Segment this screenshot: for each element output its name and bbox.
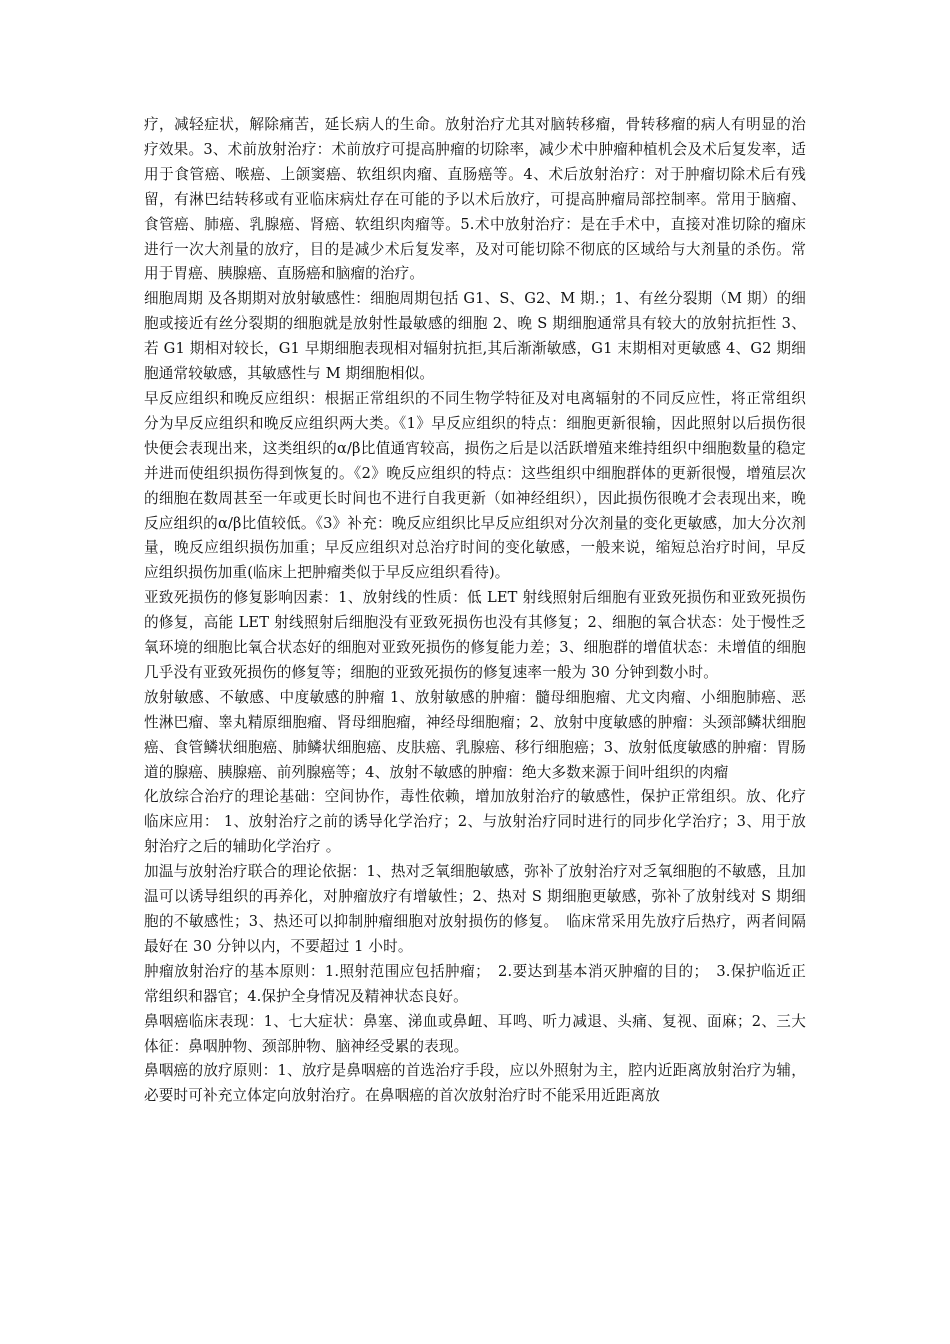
paragraph-nasopharyngeal-symptoms: 鼻咽癌临床表现：1、七大症状：鼻塞、涕血或鼻衄、耳鸣、听力减退、头痛、复视、面麻；2、三大体征：鼻咽肿物、颈部肿物、脑神经受累的表现。 <box>144 1012 806 1055</box>
paragraph-radiosensitivity-tumors: 放射敏感、不敏感、中度敏感的肿瘤 1、放射敏感的肿瘤：髓母细胞瘤、尤文肉瘤、小细胞肺癌、恶性淋巴瘤、睾丸精原细胞瘤、肾母细胞瘤，神经母细胞瘤；2、放射中度敏感的肿瘤：头颈部鳞状细胞癌、食管鳞状细胞癌、肺鳞状细胞癌、皮肤癌、乳腺癌、移行细胞癌；3、放射低度敏感的肿瘤：胃肠道的腺癌、胰腺癌、前列腺癌等；4、放射不敏感的肿瘤：绝大多数来源于间叶组织的肉瘤 <box>144 688 806 781</box>
paragraph-hyperthermia: 加温与放射治疗联合的理论依据：1、热对乏氧细胞敏感，弥补了放射治疗对乏氧细胞的不敏感，且加温可以诱导组织的再养化，对肿瘤放疗有增敏性；2、热对 S 期细胞更敏感，弥补了放射线对 S 期细胞的不敏感性；3、热还可以抑制肿瘤细胞对放射损伤的修复。 临床常采用先放疗后热疗，两者间隔最好在 30 分钟以内，不要超过 1 小时。 <box>144 863 806 955</box>
paragraph-basic-principles: 肿瘤放射治疗的基本原则：1.照射范围应包括肿瘤； 2.要达到基本消灭肿瘤的目的； 3.保护临近正常组织和器官；4.保护全身情况及精神状态良好。 <box>144 962 806 1005</box>
paragraph-radiotherapy-types: 疗，减轻症状，解除痛苦，延长病人的生命。放射治疗尤其对脑转移瘤，骨转移瘤的病人有明显的治疗效果。3、术前放射治疗：术前放疗可提高肿瘤的切除率，减少术中肿瘤种植机会及术后复发率，适用于食管癌、喉癌、上颌窦癌、软组织肉瘤、直肠癌等。4、术后放射治疗：对于肿瘤切除术后有残留，有淋巴结转移或有亚临床病灶存在可能的予以术后放疗，可提高肿瘤局部控制率。常用于脑瘤、食管癌、肺癌、乳腺癌、肾癌、软组织肉瘤等。5.术中放射治疗：是在手术中，直接对准切除的瘤床进行一次大剂量的放疗，目的是减少术后复发率，及对可能切除不彻底的区域给与大剂量的杀伤。常用于胃癌、胰腺癌、直肠癌和脑瘤的治疗。 <box>144 116 806 283</box>
document-body <box>144 113 806 1109</box>
paragraph-nasopharyngeal-treatment: 鼻咽癌的放疗原则：1、放疗是鼻咽癌的首选治疗手段，应以外照射为主，腔内近距离放射治疗为辅，必要时可补充立体定向放射治疗。在鼻咽癌的首次放射治疗时不能采用近距离放 <box>144 1062 806 1105</box>
paragraph-sublethal-damage-repair: 亚致死损伤的修复影响因素：1、放射线的性质：低 LET 射线照射后细胞有亚致死损伤和亚致死损伤的修复，高能 LET 射线照射后细胞没有亚致死损伤也没有其修复；2、细胞的氧合状态：处于慢性乏氧环境的细胞比氧合状态好的细胞对亚致死损伤的修复能力差；3、细胞群的增值状态：未增值的细胞几乎没有亚致死损伤的修复等；细胞的亚致死损伤的修复速率一般为 30 分钟到数小时。 <box>144 589 806 681</box>
paragraph-early-late-response-tissue: 早反应组织和晚反应组织：根据正常组织的不同生物学特征及对电离辐射的不同反应性，将正常组织分为早反应组织和晚反应组织两大类。《1》早反应组织的特点：细胞更新很输，因此照射以后损伤很快便会表现出来，这类组织的α/β比值通宵较高，损伤之后是以活跃增殖来维持组织中细胞数量的稳定并进而使组织损伤得到恢复的。《2》晚反应组织的特点：这些组织中细胞群体的更新很慢，增殖层次的细胞在数周甚至一年或更长时间也不进行自我更新（如神经组织），因此损伤很晚才会表现出来，晚反应组织的α/β比值较低。《3》补充：晚反应组织比早反应组织对分次剂量的变化更敏感，加大分次剂量，晚反应组织损伤加重；早反应组织对总治疗时间的变化敏感，一般来说，缩短总治疗时间，早反应组织损伤加重(临床上把肿瘤类似于早反应组织看待)。 <box>144 389 806 582</box>
paragraph-cell-cycle: 细胞周期 及各期期对放射敏感性：细胞周期包括 G1、S、G2、M 期.；1、有丝分裂期（M 期）的细胞或接近有丝分裂期的细胞就是放射性最敏感的细胞 2、晚 S 期细胞通常具有较大的放射抗拒性 3、若 G1 期相对较长，G1 早期细胞表现相对辐射抗拒,其后渐渐敏感，G1 末期相对更敏感 4、G2 期细胞通常较敏感，其敏感性与 M 期细胞相似。 <box>144 290 806 383</box>
paragraph-chemoradiotherapy: 化放综合治疗的理论基础：空间协作，毒性依赖，增加放射治疗的敏感性，保护正常组织。放、化疗临床应用： 1、放射治疗之前的诱导化学治疗；2、与放射治疗同时进行的同步化学治疗；3、用于放射治疗之后的辅助化学治疗 。 <box>144 788 806 856</box>
